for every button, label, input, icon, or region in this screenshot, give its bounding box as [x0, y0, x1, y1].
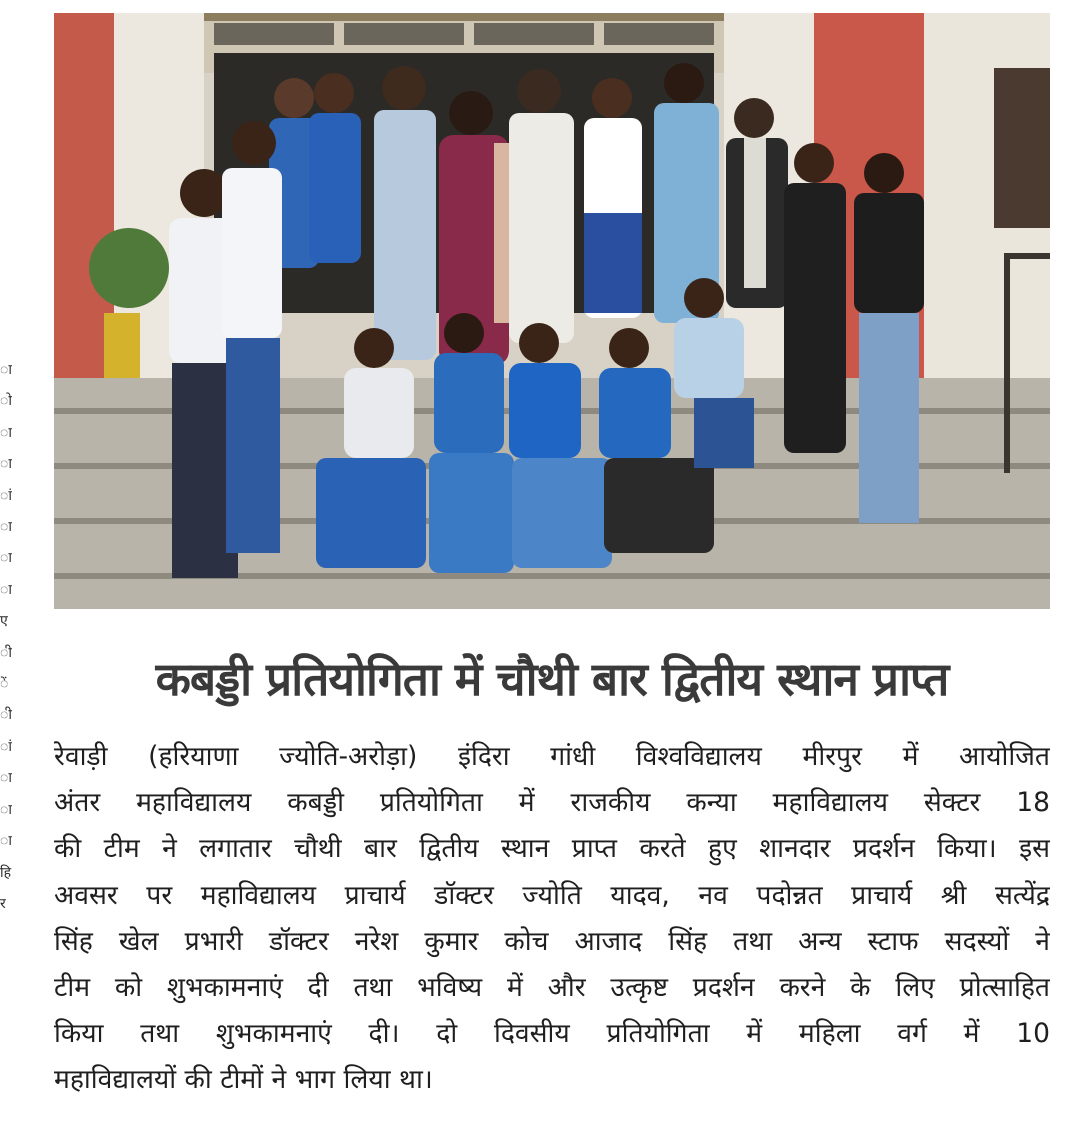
article-line: टीम को शुभकामनाएं दी तथा भविष्य में और उत्कृष्ट प्रदर्शन करने के लिए प्रोत्साहित [54, 971, 1050, 1003]
headline: कबड्डी प्रतियोगिता में चौथी बार द्वितीय स्थान प्राप्त [155, 652, 949, 706]
edge-char: ा [0, 550, 12, 567]
article-body [54, 734, 1050, 1104]
edge-char: ा [0, 581, 12, 598]
edge-char: ी [0, 707, 12, 724]
article-line: की टीम ने लगातार चौथी बार द्वितीय स्थान प्राप्त करते हुए शानदार प्रदर्शन किया। इस [54, 833, 1050, 865]
clipped-adjacent-column [0, 355, 12, 1115]
article-line: सिंह खेल प्रभारी डॉक्टर नरेश कुमार कोच आजाद सिंह तथा अन्य स्टाफ सदस्यों ने [54, 925, 1050, 957]
article-line: रेवाड़ी (हरियाणा ज्योति-अरोड़ा) इंदिरा गांधी विश्वविद्यालय मीरपुर में आयोजित [54, 741, 1050, 772]
edge-char: ा [0, 770, 12, 787]
edge-char: र [0, 895, 6, 912]
team-photo [54, 13, 1050, 609]
article-line: किया तथा शुभकामनाएं दी। दो दिवसीय प्रतियोगिता में महिला वर्ग में 10 [54, 1018, 1050, 1050]
edge-char: ां [0, 487, 12, 504]
edge-char: ा [0, 519, 12, 536]
edge-char: ां [0, 738, 12, 755]
edge-char: हि [0, 864, 12, 881]
article-line: महाविद्यालयों की टीमों ने भाग लिया था। [54, 1064, 433, 1096]
edge-char: ा [0, 362, 12, 378]
edge-char: ा [0, 456, 12, 473]
article-line: अवसर पर महाविद्यालय प्राचार्य डॉक्टर ज्योति यादव, नव पदोन्नत प्राचार्य श्री सत्येंद्र [54, 879, 1050, 911]
edge-char: ी [0, 644, 12, 661]
edge-char: ें [0, 676, 9, 693]
team-photo-illustration [54, 13, 1050, 609]
edge-char: ा [0, 424, 12, 441]
edge-char: ो [0, 393, 12, 410]
edge-char: ा [0, 833, 12, 850]
edge-char: ा [0, 801, 12, 818]
article-line: अंतर महाविद्यालय कबड्डी प्रतियोगिता में राजकीय कन्या महाविद्यालय सेक्टर 18 [54, 787, 1050, 819]
edge-char: ए [0, 613, 8, 630]
